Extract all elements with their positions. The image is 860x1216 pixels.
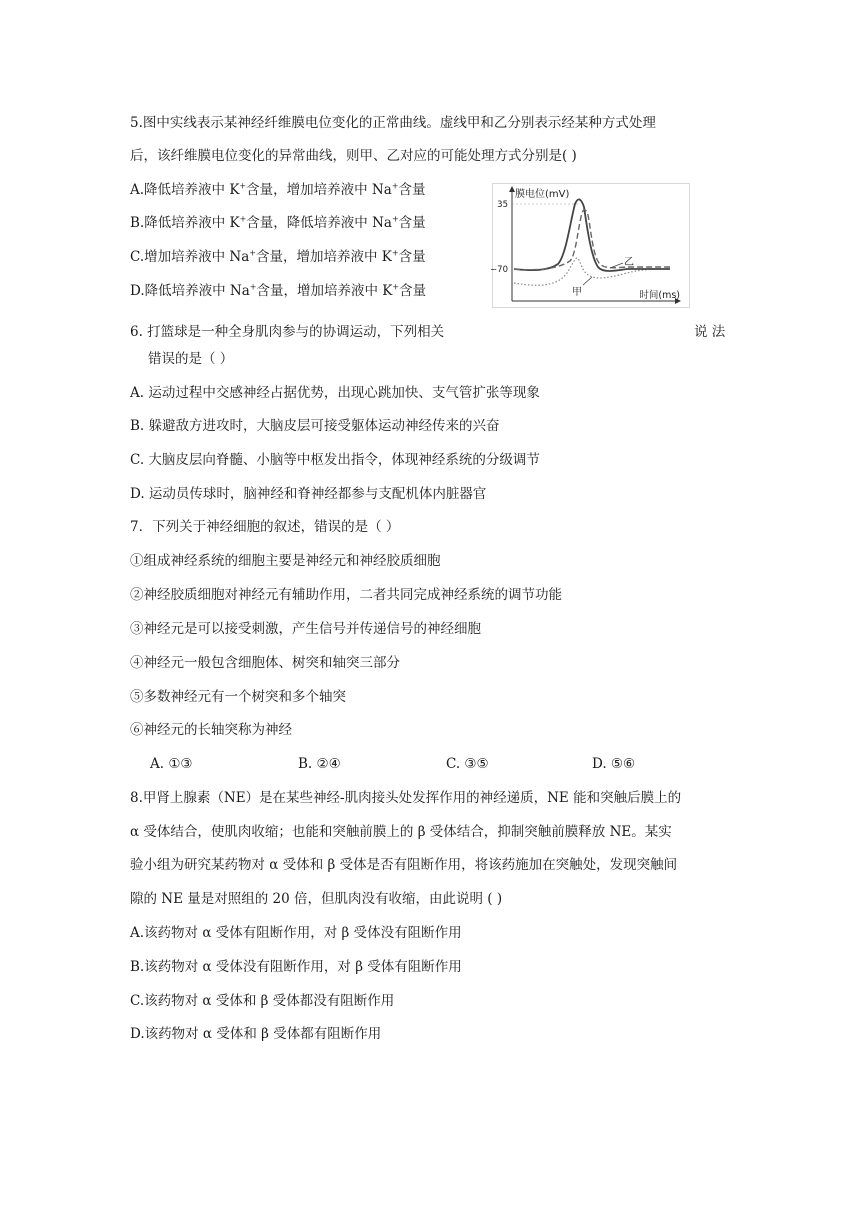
q5-option-a: A.降低培养液中 K+含量，增加培养液中 Na+含量 [130, 181, 426, 198]
q7-statement-1: ①组成神经系统的细胞主要是神经元和神经胶质细胞 [130, 553, 441, 569]
label-yi: 乙 [624, 257, 634, 268]
q7-statement-6: ⑥神经元的长轴突称为神经 [130, 722, 292, 738]
q5-option-b: B.降低培养液中 K+含量，降低培养液中 Na+含量 [130, 214, 426, 231]
q5-option-d: D.降低培养液中 Na+含量，增加培养液中 K+含量 [130, 282, 427, 299]
tick-35: 35 [497, 200, 508, 210]
q6-stem-part1: 6. 打篮球是一种全身肌肉参与的协调运动，下列相关 [130, 324, 445, 340]
q8-stem-line1: 8.甲肾上腺素（NE）是在某些神经-肌肉接头处发挥作用的神经递质，NE 能和突触后膜上的 [130, 790, 682, 806]
q7-options-row [150, 754, 750, 774]
curve-normal-solid [514, 199, 670, 271]
q6-option-c: C. 大脑皮层向脊髓、小脑等中枢发出指令，体现神经系统的分级调节 [130, 452, 540, 468]
q6-option-a: A. 运动过程中交感神经占据优势，出现心跳加快、支气管扩张等现象 [130, 385, 540, 401]
curve-jia-dotted [514, 258, 670, 285]
label-jia: 甲 [572, 287, 582, 298]
q8-option-b: B.该药物对 α 受体没有阻断作用，对 β 受体有阻断作用 [130, 959, 462, 975]
q8-stem-line2: α 受体结合，使肌肉收缩；也能和突触前膜上的 β 受体结合，抑制突触前膜释放 NE。某实 [130, 824, 672, 840]
leader-jia [583, 277, 592, 285]
x-axis-label: 时间(ms) [639, 290, 680, 301]
q8-stem-line3: 验小组为研究某药物对 α 受体和 β 受体是否有阻断作用，将该药施加在突触处，发现突触间 [130, 857, 678, 873]
q5-stem-line2: 后，该纤维膜电位变化的异常曲线，则甲、乙对应的可能处理方式分别是( ) [130, 148, 577, 164]
curve-yi-dashed [514, 210, 670, 270]
q7-option-c: C. ③⑤ [446, 756, 489, 772]
q6-stem-line2: 错误的是（ ） [148, 351, 234, 367]
q5-stem-line1: 5.图中实线表示某神经纤维膜电位变化的正常曲线。虚线甲和乙分别表示经某种方式处理 [130, 115, 656, 131]
tick-minus-70: −70 [490, 265, 508, 275]
q7-option-a: A. ①③ [150, 756, 193, 772]
q7-statement-3: ③神经元是可以接受刺激，产生信号并传递信号的神经细胞 [130, 621, 481, 637]
q8-stem-line4: 隙的 NE 量是对照组的 20 倍，但肌肉没有收缩，由此说明 ( ) [130, 891, 503, 907]
q8-option-c: C.该药物对 α 受体和 β 受体都没有阻断作用 [130, 993, 395, 1009]
q7-statement-5: ⑤多数神经元有一个树突和多个轴突 [130, 689, 346, 705]
q6-option-b: B. 躲避敌方进攻时，大脑皮层可接受躯体运动神经传来的兴奋 [130, 418, 500, 434]
q7-statement-2: ②神经胶质细胞对神经元有辅助作用，二者共同完成神经系统的调节功能 [130, 587, 562, 603]
q6-stem-part2: 说 法 [694, 324, 726, 340]
q8-option-d: D.该药物对 α 受体和 β 受体都有阻断作用 [130, 1026, 382, 1042]
membrane-potential-figure [492, 183, 690, 308]
y-axis-label: 膜电位(mV) [515, 189, 570, 200]
q5-option-c: C.增加培养液中 Na+含量，增加培养液中 K+含量 [130, 248, 426, 265]
q6-option-d: D. 运动员传球时，脑神经和脊神经都参与支配机体内脏器官 [130, 486, 487, 502]
q7-option-b: B. ②④ [298, 756, 341, 772]
q7-option-d: D. ⑤⑥ [592, 756, 636, 772]
membrane-potential-svg [492, 183, 690, 308]
q8-option-a: A.该药物对 α 受体有阻断作用，对 β 受体没有阻断作用 [130, 925, 462, 941]
q7-statement-4: ④神经元一般包含细胞体、树突和轴突三部分 [130, 655, 400, 671]
q7-stem: 7．下列关于神经细胞的叙述，错误的是（ ） [130, 519, 400, 535]
